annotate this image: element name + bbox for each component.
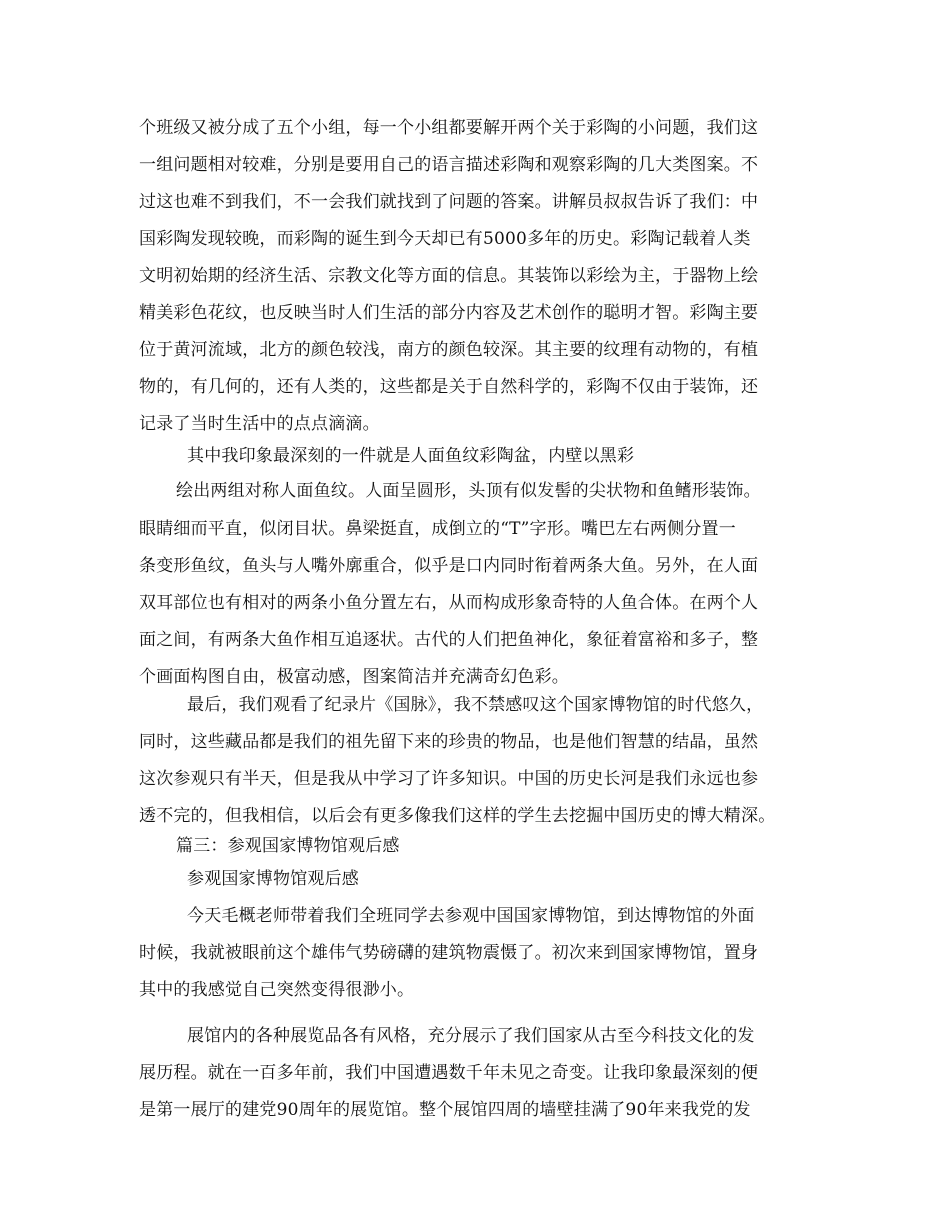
text-line: 其中的我感觉自己突然变得很渺小。 bbox=[139, 980, 415, 1000]
article-title: 参观国家博物馆观后感 bbox=[187, 869, 359, 889]
text-line: 这次参观只有半天，但是我从中学习了许多知识。中国的历史长河是我们永远也参 bbox=[139, 769, 759, 789]
text-line: 展历程。就在一百多年前，我们中国遭遇数千年未见之奇变。让我印象最深刻的便 bbox=[139, 1063, 759, 1083]
text-line: 眼睛细而平直，似闭目状。鼻梁挺直，成倒立的“T”字形。嘴巴左右两侧分置一 bbox=[139, 519, 736, 539]
text-line: 文明初始期的经济生活、宗教文化等方面的信息。其装饰以彩绘为主，于器物上绘 bbox=[139, 266, 759, 286]
text-line: 位于黄河流域，北方的颜色较浅，南方的颜色较深。其主要的纹理有动物的，有植 bbox=[139, 340, 759, 360]
section-heading: 篇三：参观国家博物馆观后感 bbox=[176, 836, 400, 856]
text-line: 过这也难不到我们，不一会我们就找到了问题的答案。讲解员叔叔告诉了我们：中 bbox=[139, 192, 759, 212]
text-line: 是第一展厅的建党90周年的展览馆。整个展馆四周的墙壁挂满了90年来我党的发 bbox=[139, 1100, 751, 1120]
text-line: 透不完的，但我相信，以后会有更多像我们这样的学生去挖掘中国历史的博大精深。 bbox=[139, 806, 776, 826]
text-line: 展馆内的各种展览品各有风格，充分展示了我们国家从古至今科技文化的发 bbox=[187, 1026, 755, 1046]
text-line: 时候，我就被眼前这个雄伟气势磅礴的建筑物震慑了。初次来到国家博物馆，置身 bbox=[139, 943, 759, 963]
text-line: 其中我印象最深刻的一件就是人面鱼纹彩陶盆，内壁以黑彩 bbox=[187, 446, 635, 466]
text-line: 同时，这些藏品都是我们的祖先留下来的珍贵的物品，也是他们智慧的结晶，虽然 bbox=[139, 732, 759, 752]
text-line: 面之间，有两条大鱼作相互追逐状。古代的人们把鱼神化，象征着富裕和多子，整 bbox=[139, 630, 759, 650]
text-line: 最后，我们观看了纪录片《国脉》，我不禁感叹这个国家博物馆的时代悠久， bbox=[187, 695, 764, 715]
text-line: 个画面构图自由，极富动感，图案简洁并充满奇幻色彩。 bbox=[139, 667, 569, 687]
text-line: 条变形鱼纹，鱼头与人嘴外廓重合，似乎是口内同时衔着两条大鱼。另外，在人面 bbox=[139, 556, 759, 576]
text-line: 个班级又被分成了五个小组，每一个小组都要解开两个关于彩陶的小问题，我们这 bbox=[139, 118, 759, 138]
text-line: 双耳部位也有相对的两条小鱼分置左右，从而构成形象奇特的人鱼合体。在两个人 bbox=[139, 593, 759, 613]
text-line: 国彩陶发现较晚，而彩陶的诞生到今天却已有5000多年的历史。彩陶记载着人类 bbox=[139, 229, 751, 249]
text-line: 今天毛概老师带着我们全班同学去参观中国国家博物馆，到达博物馆的外面 bbox=[187, 906, 755, 926]
text-line: 物的，有几何的，还有人类的，这些都是关于自然科学的，彩陶不仅由于装饰，还 bbox=[139, 377, 759, 397]
text-line: 精美彩色花纹，也反映当时人们生活的部分内容及艺术创作的聪明才智。彩陶主要 bbox=[139, 303, 759, 323]
text-line: 记录了当时生活中的点点滴滴。 bbox=[139, 414, 380, 434]
text-line: 绘出两组对称人面鱼纹。人面呈圆形，头顶有似发髻的尖状物和鱼鳍形装饰。 bbox=[176, 481, 761, 501]
text-line: 一组问题相对较难，分别是要用自己的语言描述彩陶和观察彩陶的几大类图案。不 bbox=[139, 155, 759, 175]
